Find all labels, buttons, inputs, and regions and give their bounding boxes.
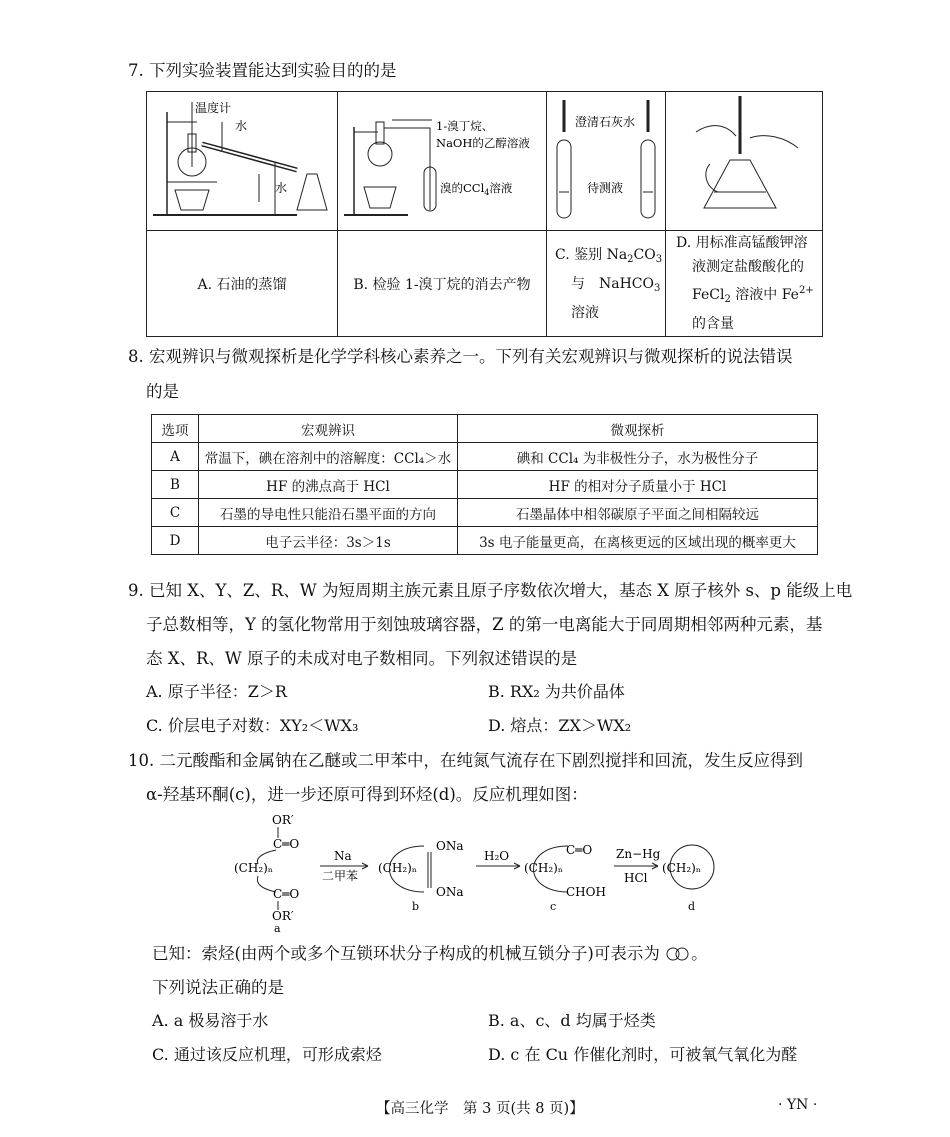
q7-apparatus-table (146, 91, 823, 337)
a-ch2n: (CH₂)ₙ (234, 861, 274, 875)
elimination-apparatus-figure (338, 92, 546, 226)
q7-option-c-line2: 与 NaHCO$_3$ (571, 275, 661, 294)
apparatus-d-cell (666, 92, 823, 231)
q7-option-b: B. 检验 1-溴丁烷的消去产物 (353, 276, 531, 293)
d-ch2n: (CH₂)ₙ (662, 861, 702, 875)
page-footer: 【高三化学 第 3 页(共 8 页)】 (376, 1101, 584, 1117)
table-row (152, 527, 818, 555)
a-or-top: OR′ (272, 813, 294, 827)
q7-option-c-line3: 溶液 (571, 304, 599, 321)
q8-row-a-option: A (152, 443, 199, 471)
q10-option-c: C. 通过该反应机理，可形成索烃 (152, 1045, 382, 1064)
water-in-label: 水 (235, 119, 248, 133)
q8-row-b-option: B (152, 471, 199, 499)
q10-known-tail: 。 (691, 944, 708, 963)
footer-code: · YN · (778, 1097, 818, 1113)
q9-stem-line1: 9. 已知 X、Y、Z、R、W 为短周期主族元素且原子序数依次增大，基态 X 原子核外 s、p 能级上电 (128, 581, 853, 600)
a-co-top: C═O (273, 837, 300, 851)
a-or-bottom: OR′ (272, 909, 294, 923)
catenane-symbol-icon (665, 947, 691, 961)
c-sample-label: 待测液 (587, 181, 624, 195)
reagent-xylene: 二甲苯 (322, 869, 359, 883)
label-b: b (412, 900, 420, 913)
b-reagent-label-3: 溴的CCl$_4$溶液 (440, 181, 513, 197)
q8-row-d-option: D (152, 527, 199, 555)
c-ch2n: (CH₂)ₙ (524, 861, 564, 875)
q10-known (152, 940, 708, 964)
apparatus-b-cell (338, 92, 547, 231)
label-d: d (688, 900, 696, 913)
q8-table (151, 414, 818, 555)
table-row (152, 443, 818, 471)
b-reagent-label-2: NaOH的乙醇溶液 (436, 136, 530, 150)
option-d-cell (666, 231, 823, 337)
q7-option-d-line1: D. 用标准高锰酸钾溶 (676, 235, 808, 251)
q7-option-d-line2: 液测定盐酸酸化的 (692, 259, 804, 275)
q8-row-d-macro: 电子云半径：3s＞1s (199, 527, 458, 555)
label-a: a (274, 922, 281, 935)
q8-header-micro: 微观探析 (458, 415, 818, 443)
q10-ask: 下列说法正确的是 (152, 978, 284, 997)
q8-stem-line2: 的是 (146, 382, 179, 401)
reagent-hcl: HCl (624, 871, 648, 885)
thermometer-label: 温度计 (195, 101, 232, 115)
a-co-bottom: C═O (273, 887, 300, 901)
q10-known-text: 已知：索烃(由两个或多个互锁环状分子构成的机械互锁分子)可表示为 (152, 944, 660, 963)
reagent-water: H₂O (484, 849, 510, 863)
label-c: c (550, 900, 557, 913)
q8-stem-line1: 8. 宏观辨识与微观探析是化学学科核心素养之一。下列有关宏观辨识与微观探析的说法错误 (128, 347, 793, 366)
q7-stem: 7. 下列实验装置能达到实验目的的是 (128, 61, 397, 80)
b-ona-bottom: ONa (436, 885, 464, 899)
table-row (152, 471, 818, 499)
q10-option-b: B. a、c、d 均属于烃类 (488, 1011, 656, 1030)
apparatus-c-cell (547, 92, 666, 231)
q8-row-d-micro: 3s 电子能量更高，在离核更远的区域出现的概率更大 (458, 527, 818, 555)
b-ona-top: ONa (436, 839, 464, 853)
option-c-cell (547, 231, 666, 337)
q8-header-macro: 宏观辨识 (199, 415, 458, 443)
q7-option-a: A. 石油的蒸馏 (197, 276, 287, 293)
reagent-na: Na (334, 849, 352, 863)
q8-row-c-macro: 石墨的导电性只能沿石墨平面的方向 (199, 499, 458, 527)
test-tube-figure (547, 92, 665, 226)
b-ch2n: (CH₂)ₙ (378, 861, 418, 875)
reaction-mechanism-scheme (228, 810, 728, 935)
q8-header-option: 选项 (152, 415, 199, 443)
q9-option-d: D. 熔点：ZX＞WX₂ (488, 716, 632, 735)
q9-option-a: A. 原子半径：Z＞R (146, 682, 287, 701)
q8-row-b-micro: HF 的相对分子质量小于 HCl (458, 471, 818, 499)
q10-option-d: D. c 在 Cu 作催化剂时，可被氧气氧化为醛 (488, 1045, 798, 1064)
q9-stem-line3: 态 X、R、W 原子的未成对电子数相同。下列叙述错误的是 (146, 649, 578, 668)
q8-header-row (152, 415, 818, 443)
titration-figure (666, 92, 822, 226)
q10-option-a: A. a 极易溶于水 (152, 1011, 269, 1030)
q8-row-a-micro: 碘和 CCl₄ 为非极性分子，水为极性分子 (458, 443, 818, 471)
water-out-label: 水 (275, 181, 288, 195)
q8-row-b-macro: HF 的沸点高于 HCl (199, 471, 458, 499)
q10-stem-line2: α-羟基环酮(c)，进一步还原可得到环烃(d)。反应机理如图： (146, 785, 588, 804)
q8-row-a-macro: 常温下，碘在溶剂中的溶解度：CCl₄＞水 (199, 443, 458, 471)
distillation-apparatus-figure (147, 92, 337, 226)
q7-option-c-line1: C. 鉴别 $Na_2CO_3$ (555, 246, 663, 265)
q7-option-d-line3: FeCl$_2$ 溶液中 $Fe^{2+}$ (692, 285, 814, 305)
option-a-cell (147, 231, 338, 337)
q9-option-b: B. RX₂ 为共价晶体 (488, 682, 625, 701)
apparatus-a-cell (147, 92, 338, 231)
q9-option-c: C. 价层电子对数：XY₂＜WX₃ (146, 716, 359, 735)
table-row (152, 499, 818, 527)
option-b-cell (338, 231, 547, 337)
q8-row-c-option: C (152, 499, 199, 527)
q7-option-d-line4: 的含量 (692, 316, 734, 332)
c-limewater-label: 澄清石灰水 (575, 115, 636, 129)
q8-row-c-micro: 石墨晶体中相邻碳原子平面之间相隔较远 (458, 499, 818, 527)
b-reagent-label-1: 1-溴丁烷、 (436, 119, 494, 133)
q10-stem-line1: 10. 二元酸酯和金属钠在乙醚或二甲苯中，在纯氮气流存在下剧烈搅拌和回流，发生反应得到 (128, 751, 803, 770)
c-choh: CHOH (566, 885, 606, 899)
c-carbonyl: C═O (566, 843, 593, 857)
q9-stem-line2: 子总数相等，Y 的氢化物常用于刻蚀玻璃容器，Z 的第一电离能大于同周期相邻两种元素，基 (146, 615, 823, 634)
reagent-zn-hg: Zn−Hg (616, 847, 661, 861)
